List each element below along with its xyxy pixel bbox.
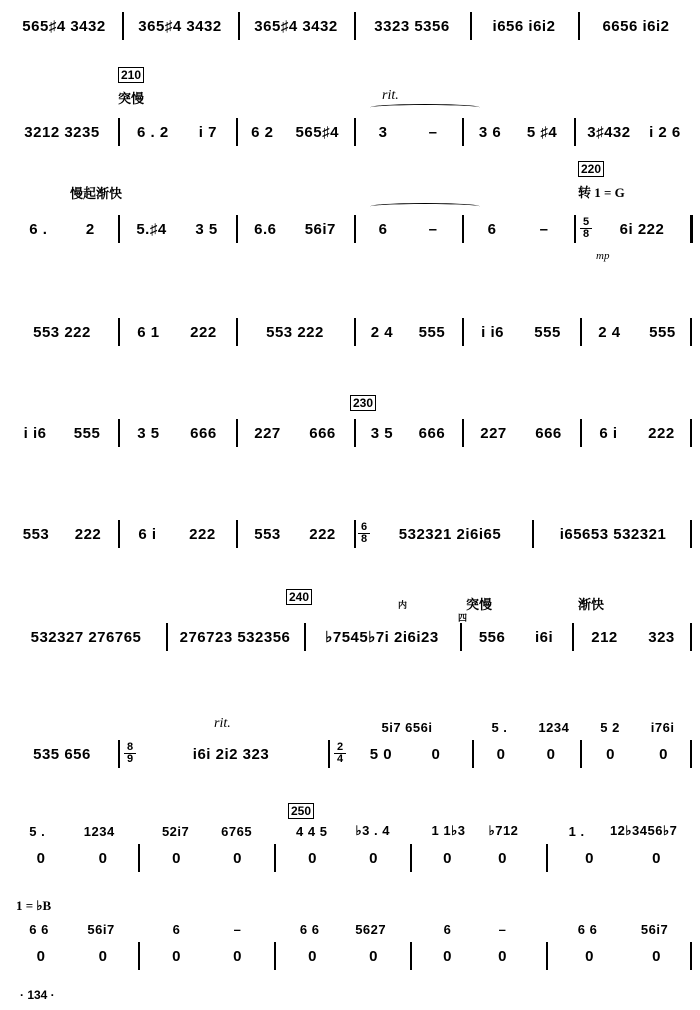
measure bbox=[556, 822, 690, 840]
notes: 5 ♯4 bbox=[526, 123, 558, 141]
barline bbox=[118, 520, 120, 548]
barline bbox=[118, 740, 120, 768]
barline bbox=[574, 118, 576, 146]
measure bbox=[420, 846, 530, 870]
notes: 0 bbox=[172, 849, 181, 867]
system-2 bbox=[10, 120, 692, 144]
dynamic-marking: mp bbox=[596, 250, 610, 262]
barline bbox=[236, 318, 238, 346]
rit-marking: rit. bbox=[382, 88, 399, 103]
notes: 3 bbox=[378, 123, 388, 141]
barline bbox=[460, 623, 462, 651]
measure bbox=[536, 522, 690, 546]
notes: 6 bbox=[487, 220, 497, 238]
rehearsal-number: 240 bbox=[286, 590, 312, 606]
measure bbox=[122, 120, 232, 144]
barline bbox=[578, 12, 580, 40]
notes: 0 bbox=[443, 849, 452, 867]
tempo-marking: 慢起渐快 bbox=[70, 186, 123, 201]
barline bbox=[462, 419, 464, 447]
barline bbox=[690, 419, 692, 447]
notes: 56i7 bbox=[304, 220, 336, 238]
barline bbox=[690, 740, 692, 768]
notes: 0 bbox=[498, 947, 507, 965]
barline bbox=[118, 419, 120, 447]
barline bbox=[354, 520, 356, 548]
rit-marking: rit. bbox=[214, 716, 231, 731]
notes: 6 1 bbox=[137, 323, 160, 341]
measure bbox=[240, 522, 350, 546]
tempo-marking: 渐快 bbox=[578, 597, 605, 612]
notes: 4 4 5 bbox=[296, 823, 328, 839]
notes: 555 bbox=[649, 323, 676, 341]
barline bbox=[690, 215, 693, 243]
notes: 0 bbox=[233, 947, 242, 965]
measure bbox=[138, 742, 324, 766]
notes: 12♭3456♭7 bbox=[609, 823, 678, 838]
time-signature: 8 9 bbox=[124, 742, 136, 765]
measure bbox=[358, 421, 458, 445]
barline bbox=[274, 844, 276, 872]
notes: i656 i6i2 bbox=[492, 17, 556, 35]
key-change: 转 1 = G bbox=[578, 185, 625, 200]
measure bbox=[10, 320, 114, 344]
notes: 1234 bbox=[538, 719, 570, 735]
notes: 0 bbox=[369, 947, 378, 965]
barline bbox=[304, 623, 306, 651]
notes: 3 5 bbox=[137, 424, 160, 442]
measure bbox=[556, 846, 690, 870]
notes: 6.6 bbox=[254, 220, 277, 238]
system-10 bbox=[10, 944, 692, 968]
notes: 212 bbox=[591, 628, 618, 646]
barline bbox=[122, 12, 124, 40]
notes: 553 222 bbox=[33, 323, 91, 341]
notes: i 2 6 bbox=[649, 123, 681, 141]
notes: 1 1♭3 bbox=[431, 823, 466, 838]
measure bbox=[146, 920, 268, 938]
measure bbox=[122, 320, 232, 344]
notes: 3 6 bbox=[478, 123, 502, 141]
measure bbox=[584, 421, 690, 445]
notes: – bbox=[539, 220, 549, 238]
notes: 5.♯4 bbox=[136, 220, 167, 238]
measure bbox=[358, 120, 458, 144]
barline bbox=[532, 520, 534, 548]
notes: 365♯4 3432 bbox=[138, 17, 222, 35]
notes: 52i7 bbox=[161, 823, 190, 839]
barline bbox=[472, 740, 474, 768]
barline bbox=[546, 942, 548, 970]
barline bbox=[328, 740, 330, 768]
rehearsal-number: 210 bbox=[118, 68, 144, 84]
notes: 276723 532356 bbox=[179, 628, 291, 646]
notes: 2 4 bbox=[598, 323, 621, 341]
time-signature: 2 4 bbox=[334, 742, 346, 765]
notes: 6 6 bbox=[29, 921, 49, 937]
measure bbox=[372, 522, 528, 546]
notes: 565♯4 bbox=[295, 123, 339, 141]
notes: 0 bbox=[431, 745, 441, 763]
notes: 5627 bbox=[355, 921, 387, 937]
system-4 bbox=[10, 320, 692, 344]
notes: 553 bbox=[22, 525, 50, 543]
barline bbox=[580, 318, 582, 346]
barline bbox=[470, 12, 472, 40]
barline bbox=[118, 118, 120, 146]
notes: 6 i bbox=[138, 525, 157, 543]
barline bbox=[580, 740, 582, 768]
rehearsal-number: 220 bbox=[578, 162, 604, 178]
measure bbox=[10, 822, 134, 840]
notes: 3 5 bbox=[370, 424, 394, 442]
system-8-upper bbox=[10, 718, 692, 736]
notes: – bbox=[428, 123, 438, 141]
string-mark: 四 bbox=[458, 613, 468, 623]
barline bbox=[166, 623, 168, 651]
notes: – bbox=[233, 921, 242, 937]
barline bbox=[462, 215, 464, 243]
notes: 0 bbox=[172, 947, 181, 965]
notes: 0 bbox=[652, 947, 661, 965]
measure bbox=[170, 625, 300, 649]
notes: 5 2 bbox=[600, 719, 620, 735]
barline bbox=[138, 942, 140, 970]
notes: 556 bbox=[478, 628, 506, 646]
measure bbox=[354, 718, 460, 736]
notes: 0 bbox=[369, 849, 378, 867]
notes: 535 656 bbox=[33, 745, 91, 763]
notes: 6 . 2 bbox=[137, 123, 169, 141]
barline bbox=[690, 623, 692, 651]
barline bbox=[462, 318, 464, 346]
notes: 3212 3235 bbox=[24, 123, 100, 141]
notes: – bbox=[428, 220, 438, 238]
barline bbox=[572, 623, 574, 651]
barline bbox=[546, 844, 548, 872]
notes: 1234 bbox=[83, 823, 115, 839]
notes: 227 bbox=[254, 424, 281, 442]
measure bbox=[10, 120, 114, 144]
notes: 0 bbox=[585, 947, 594, 965]
barline bbox=[236, 118, 238, 146]
notes: 532321 2i6i65 bbox=[398, 525, 502, 543]
notes: 5i7 656i bbox=[381, 719, 433, 735]
barline bbox=[410, 844, 412, 872]
notes: ♭712 bbox=[488, 823, 519, 838]
notes: 0 bbox=[585, 849, 594, 867]
notes: 666 bbox=[535, 424, 562, 442]
notes: 227 bbox=[480, 424, 507, 442]
system-9-upper bbox=[10, 822, 692, 840]
notes: 532327 276765 bbox=[30, 628, 142, 646]
measure bbox=[240, 320, 350, 344]
barline bbox=[690, 520, 692, 548]
system-8 bbox=[10, 742, 692, 766]
measure bbox=[10, 522, 114, 546]
notes: 0 bbox=[36, 849, 46, 867]
notes: 553 222 bbox=[266, 323, 324, 341]
notes: 222 bbox=[74, 525, 102, 543]
measure bbox=[420, 822, 530, 840]
system-10-upper bbox=[10, 920, 692, 938]
measure bbox=[10, 217, 114, 241]
measure bbox=[466, 120, 570, 144]
barline bbox=[574, 215, 576, 243]
notes: 0 bbox=[308, 849, 317, 867]
measure bbox=[476, 718, 690, 736]
measure bbox=[350, 742, 460, 766]
measure bbox=[122, 421, 232, 445]
notes: 323 bbox=[648, 628, 675, 646]
barline bbox=[238, 12, 240, 40]
notes: 3 5 bbox=[195, 220, 218, 238]
system-5 bbox=[10, 421, 692, 445]
measure bbox=[476, 742, 576, 766]
notes: i6i 2i2 323 bbox=[192, 745, 270, 763]
barline bbox=[236, 520, 238, 548]
measure bbox=[126, 14, 234, 38]
notes: 0 bbox=[496, 745, 506, 763]
notes: 222 bbox=[309, 525, 336, 543]
barline bbox=[354, 118, 356, 146]
barline bbox=[690, 942, 692, 970]
notes: 365♯4 3432 bbox=[254, 17, 338, 35]
notes: 2 bbox=[85, 220, 95, 238]
notes: 6 . bbox=[29, 220, 48, 238]
time-signature: 5 8 bbox=[580, 217, 592, 240]
measure bbox=[10, 846, 134, 870]
measure bbox=[358, 320, 458, 344]
notes: 6 i bbox=[599, 424, 618, 442]
system-9 bbox=[10, 846, 692, 870]
notes: i i6 bbox=[481, 323, 504, 341]
measure bbox=[10, 14, 118, 38]
measure bbox=[358, 14, 466, 38]
barline bbox=[354, 215, 356, 243]
notes: 6i 222 bbox=[619, 220, 665, 238]
measure bbox=[576, 625, 690, 649]
notes: 6 bbox=[443, 921, 452, 937]
notes: 3323 5356 bbox=[374, 17, 450, 35]
measure bbox=[556, 944, 690, 968]
measure bbox=[466, 217, 570, 241]
notes: 6 6 bbox=[577, 921, 598, 937]
notes: 0 bbox=[652, 849, 661, 867]
measure bbox=[466, 320, 576, 344]
tempo-marking: 突慢 bbox=[118, 91, 145, 106]
tempo-marking: 突慢 bbox=[466, 597, 493, 612]
time-signature: 6 8 bbox=[358, 522, 370, 545]
notes: ♭3 . 4 bbox=[355, 823, 390, 838]
barline bbox=[118, 318, 120, 346]
notes: 6 bbox=[378, 220, 388, 238]
barline bbox=[354, 419, 356, 447]
system-7 bbox=[10, 625, 692, 649]
notes: 222 bbox=[189, 525, 216, 543]
rehearsal-number: 250 bbox=[288, 804, 314, 820]
notes: ♭7545♭7i 2i6i23 bbox=[325, 629, 439, 646]
measure bbox=[308, 625, 456, 649]
notes: 0 bbox=[659, 745, 668, 763]
notes: 666 bbox=[190, 424, 217, 442]
bowing-mark: 内 bbox=[398, 600, 408, 610]
notes: 0 bbox=[36, 947, 46, 965]
measure bbox=[282, 846, 404, 870]
notes: 1 . bbox=[568, 823, 585, 839]
measure bbox=[10, 421, 114, 445]
notes: 222 bbox=[648, 424, 675, 442]
barline bbox=[354, 318, 356, 346]
notes: 0 bbox=[498, 849, 507, 867]
notes: 666 bbox=[309, 424, 336, 442]
notes: 0 bbox=[443, 947, 452, 965]
page-number: · 134 · bbox=[20, 988, 55, 1002]
notes: 0 bbox=[98, 947, 108, 965]
notes: 0 bbox=[233, 849, 242, 867]
notes: 555 bbox=[534, 323, 561, 341]
rehearsal-number: 230 bbox=[350, 396, 376, 412]
measure bbox=[240, 217, 350, 241]
notes: 0 bbox=[308, 947, 317, 965]
notes: 6 2 bbox=[251, 123, 274, 141]
measure bbox=[584, 742, 690, 766]
measure bbox=[464, 625, 568, 649]
measure bbox=[556, 920, 690, 938]
barline bbox=[462, 118, 464, 146]
notes: 555 bbox=[418, 323, 446, 341]
measure bbox=[10, 625, 162, 649]
measure bbox=[582, 14, 690, 38]
notes: 666 bbox=[418, 424, 446, 442]
measure bbox=[240, 120, 350, 144]
barline bbox=[354, 12, 356, 40]
key-change: 1 = ♭B bbox=[16, 898, 52, 913]
measure bbox=[10, 920, 134, 938]
notes: i 7 bbox=[198, 123, 217, 141]
measure bbox=[466, 421, 576, 445]
notes: 553 bbox=[254, 525, 281, 543]
measure bbox=[242, 14, 350, 38]
measure bbox=[420, 920, 530, 938]
notes: 6 6 bbox=[299, 921, 320, 937]
barline bbox=[690, 318, 692, 346]
notes: 0 bbox=[546, 745, 556, 763]
measure bbox=[358, 217, 458, 241]
notes: 6 bbox=[172, 921, 181, 937]
measure bbox=[146, 822, 268, 840]
notes: i6i bbox=[534, 628, 554, 646]
system-6 bbox=[10, 522, 692, 546]
measure bbox=[578, 120, 690, 144]
barline bbox=[274, 942, 276, 970]
barline bbox=[236, 419, 238, 447]
barline bbox=[236, 215, 238, 243]
notes: 565♯4 3432 bbox=[22, 17, 106, 35]
measure bbox=[10, 944, 134, 968]
measure bbox=[282, 944, 404, 968]
barline bbox=[118, 215, 120, 243]
measure bbox=[594, 217, 690, 241]
notes: 0 bbox=[98, 849, 108, 867]
notes: 5 . bbox=[491, 719, 508, 735]
measure bbox=[420, 944, 530, 968]
measure bbox=[474, 14, 574, 38]
measure bbox=[122, 522, 232, 546]
notes: 56i7 bbox=[640, 921, 669, 937]
notes: 2 4 bbox=[370, 323, 394, 341]
notes: 5 0 bbox=[369, 745, 393, 763]
measure bbox=[240, 421, 350, 445]
notes: 222 bbox=[190, 323, 217, 341]
measure bbox=[282, 822, 404, 840]
barline bbox=[580, 419, 582, 447]
measure bbox=[122, 217, 232, 241]
notes: 56i7 bbox=[87, 921, 115, 937]
notes: 0 bbox=[606, 745, 615, 763]
measure bbox=[282, 920, 404, 938]
measure bbox=[10, 742, 114, 766]
notes: 5 . bbox=[29, 823, 46, 839]
notes: 6765 bbox=[221, 823, 253, 839]
system-1 bbox=[10, 14, 692, 38]
barline bbox=[138, 844, 140, 872]
notes: – bbox=[498, 921, 507, 937]
system-3 bbox=[10, 217, 692, 241]
measure bbox=[146, 846, 268, 870]
notes: i i6 bbox=[23, 424, 47, 442]
notes: 6656 i6i2 bbox=[602, 17, 670, 35]
measure bbox=[584, 320, 690, 344]
barline bbox=[410, 942, 412, 970]
notes: 555 bbox=[73, 424, 101, 442]
measure bbox=[146, 944, 268, 968]
notes: i76i bbox=[650, 719, 675, 735]
notes: 3♯432 bbox=[587, 123, 631, 141]
notes: i65653 532321 bbox=[559, 525, 667, 543]
